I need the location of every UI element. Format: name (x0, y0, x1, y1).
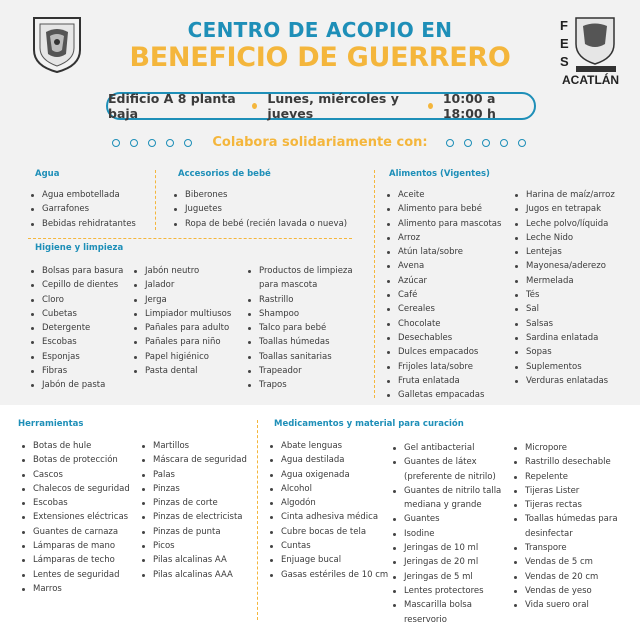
list-item: Mascarilla bolsa reservorio (392, 598, 504, 627)
list-item: Lentes de seguridad (21, 568, 130, 582)
list-item: Cepillo de dientes (30, 278, 123, 292)
info-bar (106, 92, 536, 120)
list-item: Pilas alcalinas AA (141, 553, 247, 567)
list-item: Micropore (513, 441, 625, 455)
list-item: Gel antibacterial (392, 441, 504, 455)
location-text: Edificio A 8 planta baja (108, 91, 236, 121)
list-item: Lentes protectores (392, 584, 504, 598)
list-item: Cereales (386, 302, 501, 316)
list-item: Sopas (514, 345, 615, 359)
days-text: Lunes, miércoles y jueves (267, 91, 399, 121)
list-item: Picos (141, 539, 247, 553)
agua-list (30, 188, 136, 231)
list-item: Pinzas de electricista (141, 510, 247, 524)
list-item: Papel higiénico (133, 350, 231, 364)
list-item: Palas (141, 468, 247, 482)
list-item: Biberones (173, 188, 347, 202)
list-item: Pañales para adulto (133, 321, 231, 335)
list-item: Avena (386, 259, 501, 273)
list-item: Galletas empacadas (386, 388, 501, 402)
list-item: Arroz (386, 231, 501, 245)
alimentos-heading: Alimentos (Vigentes) (389, 169, 490, 179)
list-item: Fibras (30, 364, 123, 378)
list-item: Vendas de 5 cm (513, 555, 625, 569)
list-item: Toallas húmedas (247, 335, 359, 349)
list-item: Rastrillo desechable (513, 455, 625, 469)
list-item: Alcohol (269, 482, 388, 496)
list-item: Vida suero oral (513, 598, 625, 612)
list-item: Mayonesa/aderezo (514, 259, 615, 273)
list-item: Lámparas de mano (21, 539, 130, 553)
medicamentos-list-2 (392, 441, 504, 627)
list-item: Chalecos de seguridad (21, 482, 130, 496)
list-item: Shampoo (247, 307, 359, 321)
list-item: Esponjas (30, 350, 123, 364)
higiene-heading: Higiene y limpieza (35, 243, 124, 253)
alimentos-list-2 (514, 188, 615, 388)
list-item: Sardina enlatada (514, 331, 615, 345)
list-item: Botas de hule (21, 439, 130, 453)
list-item: Talco para bebé (247, 321, 359, 335)
list-item: Escobas (30, 335, 123, 349)
list-item: Jabón de pasta (30, 378, 123, 392)
svg-text:E: E (560, 36, 569, 51)
list-item: Cloro (30, 293, 123, 307)
list-item: Cubetas (30, 307, 123, 321)
list-item: Bolsas para basura (30, 264, 123, 278)
list-item: Pañales para niño (133, 335, 231, 349)
list-item: Lentejas (514, 245, 615, 259)
herramientas-list-2 (141, 439, 247, 582)
medicamentos-heading: Medicamentos y material para curación (274, 419, 464, 429)
list-item: Vendas de 20 cm (513, 570, 625, 584)
list-item: Martillos (141, 439, 247, 453)
list-item: Pinzas (141, 482, 247, 496)
list-item: Salsas (514, 317, 615, 331)
divider (155, 170, 156, 230)
list-item: Suplementos (514, 360, 615, 374)
list-item: Escobas (21, 496, 130, 510)
list-item: Mermelada (514, 274, 615, 288)
list-item: Jerga (133, 293, 231, 307)
list-item: Botas de protección (21, 453, 130, 467)
list-item: Isodine (392, 527, 504, 541)
list-item: Repelente (513, 470, 625, 484)
list-item: Cinta adhesiva médica (269, 510, 388, 524)
list-item: Frijoles lata/sobre (386, 360, 501, 374)
list-item: Pasta dental (133, 364, 231, 378)
higiene-list-2 (133, 264, 231, 378)
list-item: Guantes de látex (preferente de nitrilo) (392, 455, 504, 484)
agua-heading: Agua (35, 169, 60, 179)
list-item: Jalador (133, 278, 231, 292)
list-item: Ropa de bebé (recién lavada o nueva) (173, 217, 347, 231)
svg-text:ACATLÁN: ACATLÁN (562, 73, 620, 86)
herramientas-list-1 (21, 439, 130, 596)
higiene-list-1 (30, 264, 123, 393)
medicamentos-list-1 (269, 439, 388, 582)
list-item: Tés (514, 288, 615, 302)
hours-text: 10:00 a 18:00 h (442, 91, 496, 121)
divider (374, 170, 375, 398)
title-line-2: BENEFICIO DE GUERRERO (129, 42, 511, 73)
list-item: Desechables (386, 331, 501, 345)
list-item: Enjuage bucal (269, 553, 388, 567)
svg-text:S: S (560, 54, 569, 69)
separator-dot-icon (252, 103, 257, 109)
list-item: Gasas estériles de 10 cm (269, 568, 388, 582)
list-item: Toallas húmedas para desinfectar (513, 512, 625, 541)
herramientas-heading: Herramientas (18, 419, 84, 429)
divider (257, 420, 258, 620)
svg-text:F: F (560, 18, 568, 33)
list-item: Limpiador multiusos (133, 307, 231, 321)
list-item: Tijeras rectas (513, 498, 625, 512)
list-item: Pinzas de punta (141, 525, 247, 539)
list-item: Fruta enlatada (386, 374, 501, 388)
list-item: Algodón (269, 496, 388, 510)
list-item: Lámparas de techo (21, 553, 130, 567)
list-item: Máscara de seguridad (141, 453, 247, 467)
list-item: Abate lenguas (269, 439, 388, 453)
list-item: Jugos en tetrapak (514, 202, 615, 216)
bebe-heading: Accesorios de bebé (178, 169, 271, 179)
list-item: Transpore (513, 541, 625, 555)
list-item: Guantes (392, 512, 504, 526)
list-item: Alimento para bebé (386, 202, 501, 216)
list-item: Juguetes (173, 202, 347, 216)
colabora-heading: Colabora solidariamente con: (212, 135, 428, 150)
list-item: Guantes de carnaza (21, 525, 130, 539)
list-item: Verduras enlatadas (514, 374, 615, 388)
list-item: Trapos (247, 378, 359, 392)
higiene-list-3 (247, 264, 359, 393)
list-item: Detergente (30, 321, 123, 335)
list-item: Rastrillo (247, 293, 359, 307)
list-item: Productos de limpieza para mascota (247, 264, 359, 293)
list-item: Azúcar (386, 274, 501, 288)
list-item: Café (386, 288, 501, 302)
list-item: Agua embotellada (30, 188, 136, 202)
list-item: Cascos (21, 468, 130, 482)
list-item: Cubre bocas de tela (269, 525, 388, 539)
list-item: Leche polvo/líquida (514, 217, 615, 231)
medicamentos-list-3 (513, 441, 625, 613)
list-item: Extensiones eléctricas (21, 510, 130, 524)
alimentos-list-1 (386, 188, 501, 402)
list-item: Atún lata/sobre (386, 245, 501, 259)
list-item: Harina de maíz/arroz (514, 188, 615, 202)
list-item: Dulces empacados (386, 345, 501, 359)
list-item: Chocolate (386, 317, 501, 331)
list-item: Trapeador (247, 364, 359, 378)
list-item: Garrafones (30, 202, 136, 216)
list-item: Pinzas de corte (141, 496, 247, 510)
list-item: Jabón neutro (133, 264, 231, 278)
list-item: Bebidas rehidratantes (30, 217, 136, 231)
list-item: Pilas alcalinas AAA (141, 568, 247, 582)
list-item: Leche Nido (514, 231, 615, 245)
list-item: Agua destilada (269, 453, 388, 467)
list-item: Jeringas de 5 ml (392, 570, 504, 584)
list-item: Aceite (386, 188, 501, 202)
divider (28, 238, 352, 239)
list-item: Sal (514, 302, 615, 316)
bebe-list (173, 188, 347, 231)
separator-dot-icon (428, 103, 433, 109)
list-item: Jeringas de 20 ml (392, 555, 504, 569)
list-item: Toallas sanitarias (247, 350, 359, 364)
list-item: Agua oxigenada (269, 468, 388, 482)
list-item: Jeringas de 10 ml (392, 541, 504, 555)
list-item: Marros (21, 582, 130, 596)
list-item: Guantes de nitrilo talla mediana y grande (392, 484, 504, 513)
list-item: Tijeras Lister (513, 484, 625, 498)
title-line-1: CENTRO DE ACOPIO EN (187, 18, 453, 42)
list-item: Cuntas (269, 539, 388, 553)
list-item: Vendas de yeso (513, 584, 625, 598)
list-item: Alimento para mascotas (386, 217, 501, 231)
